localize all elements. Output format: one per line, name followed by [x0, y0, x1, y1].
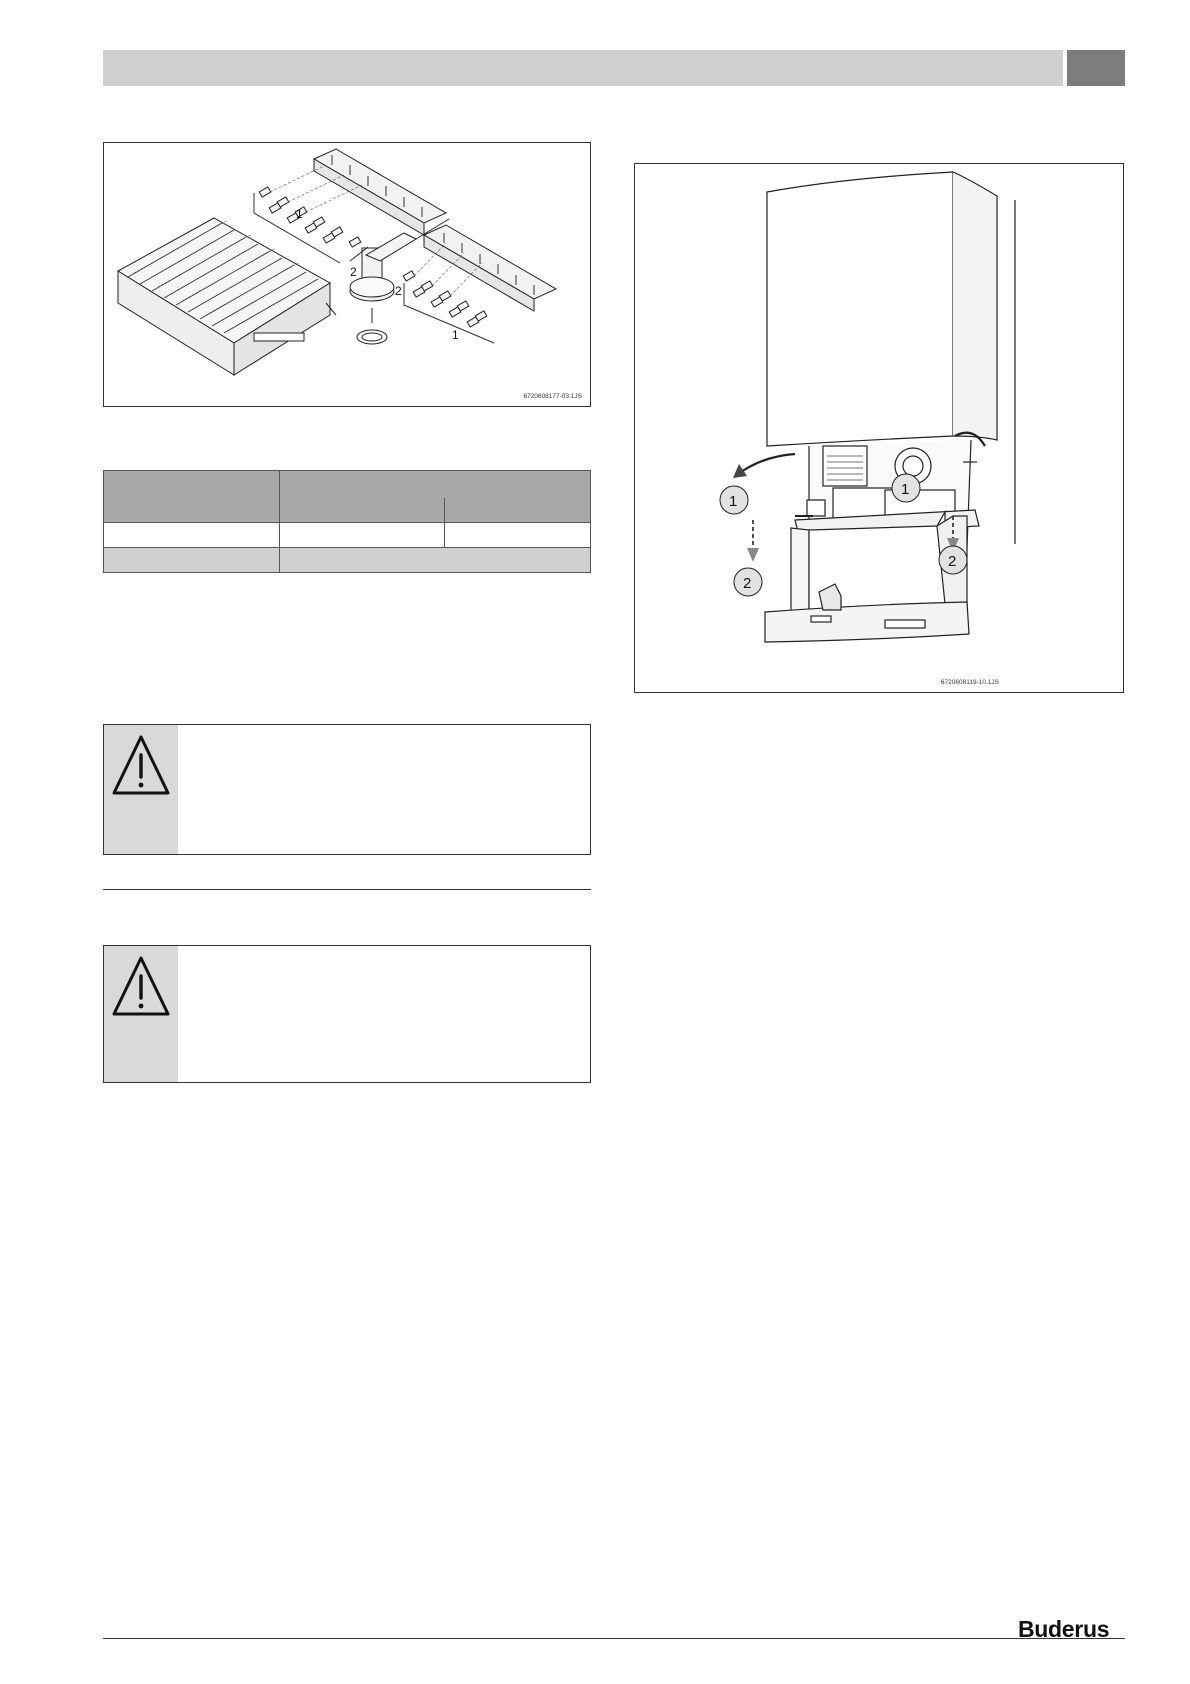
table-cell	[104, 548, 280, 573]
table-row	[104, 548, 591, 573]
table-header-cell	[280, 471, 591, 498]
boiler-illustration	[635, 164, 1123, 692]
table-header-cell	[104, 471, 280, 523]
burner-callout-2a: 2	[350, 265, 357, 279]
figure-code: 6720608119-10.1JS	[940, 679, 999, 686]
brand-logo: Buderus	[1018, 1616, 1110, 1642]
figure-code: 6720608177-03.1JS	[523, 393, 582, 400]
boiler-callout-1a: 1	[729, 493, 738, 510]
burner-callout-1a: 1	[296, 207, 303, 221]
warning-triangle-icon	[111, 733, 171, 799]
table-cell	[104, 523, 280, 548]
table-cell	[445, 523, 591, 548]
figure-burner-manifold	[103, 142, 591, 407]
boiler-callout-2b: 2	[948, 553, 957, 570]
table-header-cell	[445, 498, 591, 523]
warning-box	[103, 724, 591, 855]
burner-callout-2b: 2	[395, 284, 402, 298]
table-cell	[280, 523, 445, 548]
table-cell	[280, 548, 591, 573]
warning-sidebar	[104, 725, 178, 854]
header-bar	[103, 50, 1063, 86]
section-divider	[103, 889, 591, 890]
table-header-cell	[280, 498, 445, 523]
header-tab	[1067, 50, 1125, 86]
burner-manifold-illustration	[104, 143, 590, 406]
warning-triangle-icon	[111, 954, 171, 1020]
data-table	[103, 470, 591, 573]
warning-sidebar	[104, 946, 178, 1082]
footer-rule	[103, 1638, 1125, 1639]
boiler-callout-1b: 1	[901, 481, 910, 498]
burner-callout-1b: 1	[452, 328, 459, 342]
warning-box	[103, 945, 591, 1083]
boiler-callout-2a: 2	[743, 575, 752, 592]
figure-boiler-open	[634, 163, 1124, 693]
table-row	[104, 523, 591, 548]
